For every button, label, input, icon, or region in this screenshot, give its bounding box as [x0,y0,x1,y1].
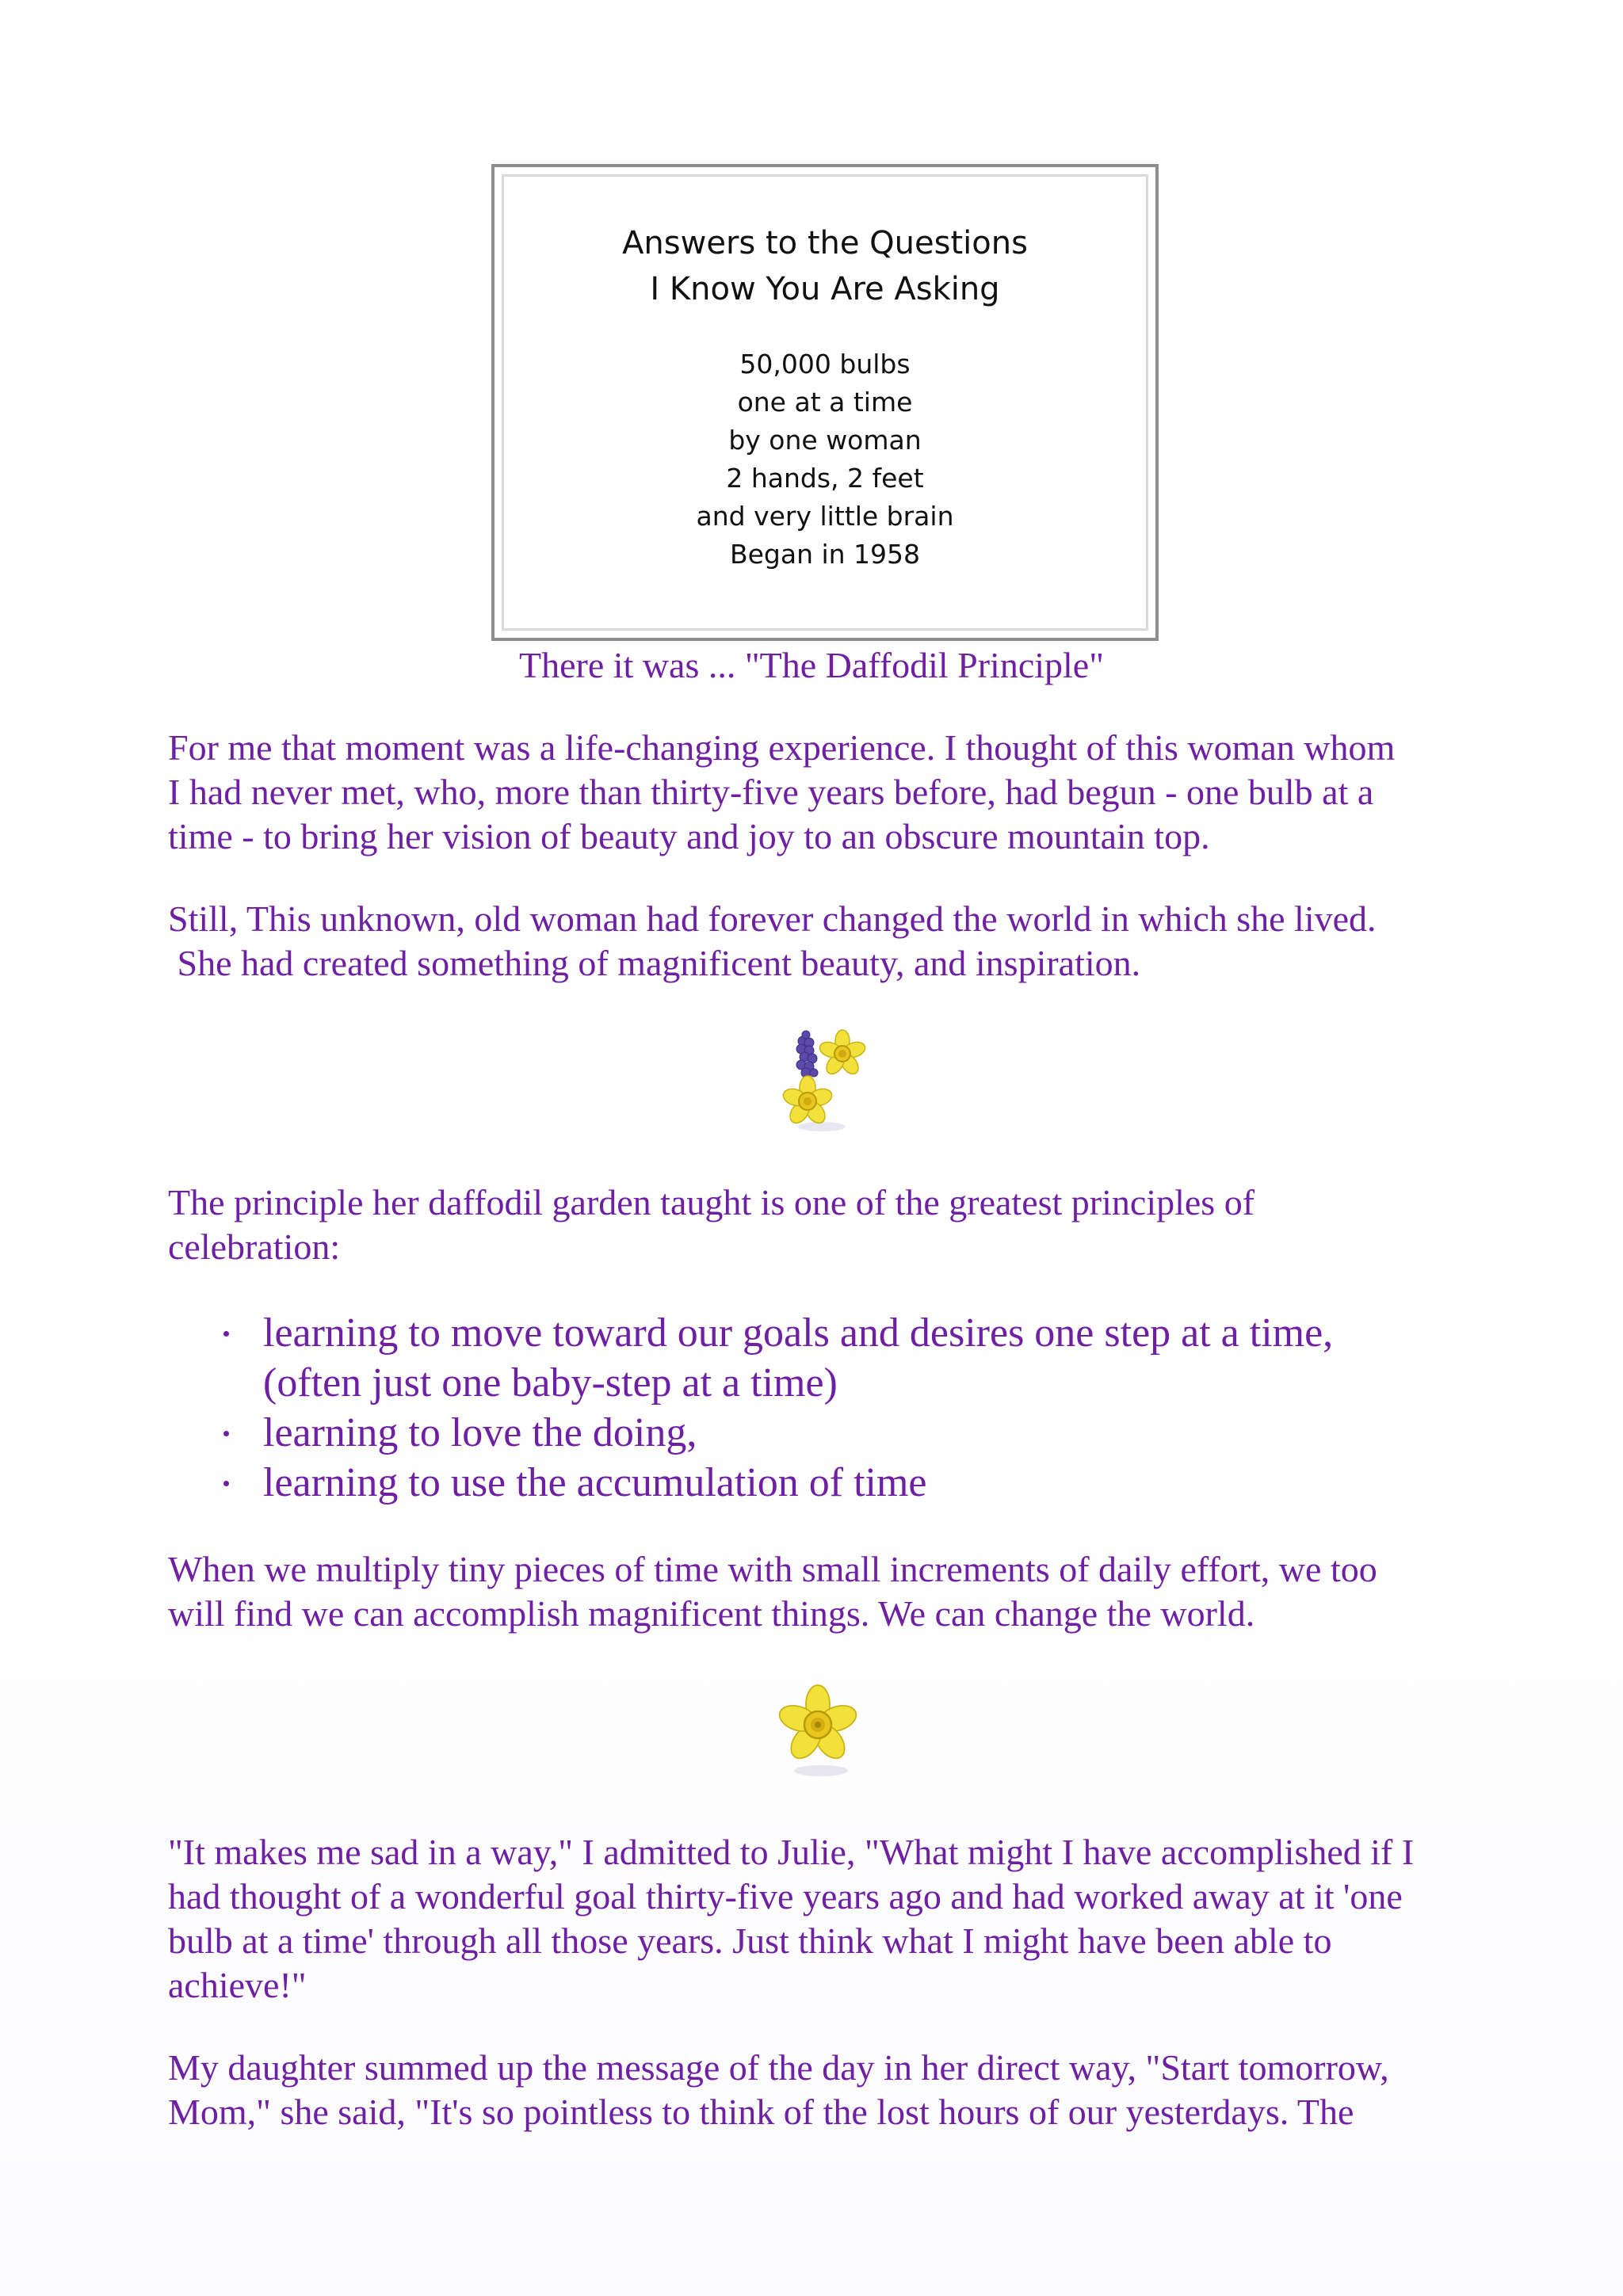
principle-list [214,1308,1561,1508]
sign-title-line-1: Answers to the Questions [622,225,1028,261]
paragraph-line: My daughter summed up the message of the day in her direct way, "Start tomorrow, [168,2047,1389,2088]
paragraph-sad-in-a-way [168,1830,1515,2008]
sign-line: one at a time [737,387,913,418]
bullet-dot [223,1481,229,1486]
bullet-dot [223,1431,229,1436]
paragraph-line: Mom," she said, "It's so pointless to think of the lost hours of our yesterdays. The [168,2092,1354,2132]
paragraph-line: When we multiply tiny pieces of time with small increments of daily effort, we too [168,1549,1377,1589]
sign-box [491,164,1159,641]
paragraph-line: bulb at a time' through all those years. Just think what I might have been able to [168,1920,1332,1961]
paragraph-principle [168,1180,1515,1269]
list-item [214,1308,1561,1408]
daffodil-icon [769,1676,872,1783]
list-item [214,1458,1561,1508]
sign-inner-border [502,174,1148,631]
sign-title-line-2: I Know You Are Asking [650,271,1000,307]
paragraph-line: For me that moment was a life-changing experience. I thought of this woman whom [168,727,1396,768]
paragraph-start-tomorrow [168,2046,1515,2134]
paragraph-line: "It makes me sad in a way," I admitted to Julie, "What might I have accomplished if I [168,1832,1415,1872]
daffodil-hyacinth-icon [773,1022,876,1141]
sign-line: 50,000 bulbs [739,349,911,379]
sign-line: Began in 1958 [729,539,921,570]
paragraph-line: She had created something of magnificent beauty, and inspiration. [168,943,1141,983]
paragraph-line: will find we can accomplish magnificent things. We can change the world. [168,1593,1255,1634]
paragraph-line: I had never met, who, more than thirty-five years before, had begun - one bulb at a [168,772,1374,812]
paragraph-multiply-time [168,1547,1515,1636]
paragraph-line: Still, This unknown, old woman had forever changed the world in which she lived. [168,898,1377,939]
list-item-text: (often just one baby-step at a time) [263,1360,838,1405]
sign-lines [504,345,1146,574]
list-item-text: learning to use the accumulation of time [263,1460,927,1505]
paragraph-line: achieve!" [168,1965,307,2005]
list-item [214,1408,1561,1458]
paragraph-line: celebration: [168,1226,341,1267]
paragraph-line: The principle her daffodil garden taught is one of the greatest principles of [168,1182,1255,1222]
sign-caption: There it was ... "The Daffodil Principle" [519,645,1104,685]
paragraph-line: time - to bring her vision of beauty and joy to an obscure mountain top. [168,816,1210,856]
paragraph-unknown-woman [168,897,1515,986]
list-item-text: learning to move toward our goals and desires one step at a time, [263,1310,1334,1356]
paragraph-line: had thought of a wonderful goal thirty-five years ago and had worked away at it 'one [168,1876,1403,1917]
bullet-dot [223,1331,229,1337]
list-item-text: learning to love the doing, [263,1410,697,1455]
sign-line: by one woman [728,425,922,456]
paragraph-life-changing [168,726,1515,859]
sign-line: and very little brain [696,501,954,532]
sign-line: 2 hands, 2 feet [726,463,924,494]
